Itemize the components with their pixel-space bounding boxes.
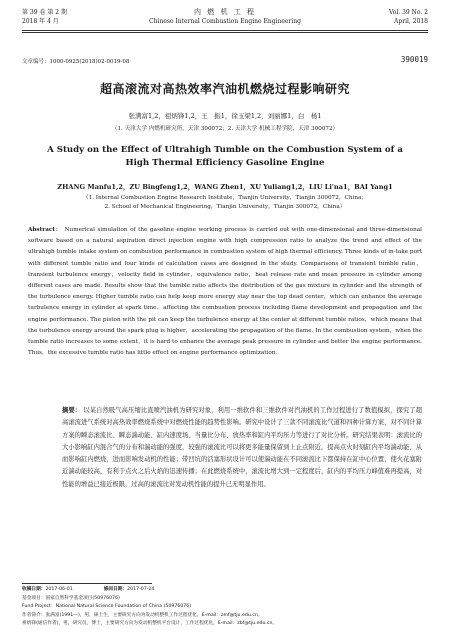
footnote-contact: 祖炳锋(通信作者)，男，研究员，博士，主要研究方向为发动机整机平台设计，工作过程优化，E-mail：zbf@tju.edu.cn。 [22,621,278,627]
footnotes [22,586,428,629]
affiliation-cn: （1. 天津大学 内燃机研究所，天津 300072；2. 天津大学 机械工程学院，天津 300072） [111,126,339,132]
article-number: 文章编号：1000-0925(2018)02-0019-08 [22,59,130,65]
abstract-en-label: Abstract： [28,227,63,233]
header-date-cn: 2018 年 4 月 [22,18,59,25]
abstract-en [28,225,422,359]
revised-date: 2017-07-24 [127,587,155,592]
authors-en: ZHANG Manfu1,2，ZU Bingfeng1,2，WANG Zhen1，XU Yuliang1,2，LIU Li'na1，BAI Yang1 [57,183,393,191]
received-date: 2017-06-01 [45,587,73,592]
footnote-author: 作者简介：张满富(1991—)，男，硕士生，主要研究方向为发动机整机工作过程优化，E-mail：zmf@tju.edu.cn。 [22,612,263,618]
abstract-cn [62,405,422,491]
abstract-en-text: Numerical simulation of the gasoline engine working process is carried out with one-dimensional and three-dimensional software based on a natural aspiration direct injection engine with high compression ratio to analyze the trend and effect of the ultrahigh tumble intake system on combustion performance in combustion system of high thermal efficiency. Three kinds of in-take port with different tumble ratio and four kinds of calculation cases are designed in the study. Comparisons of transient tumble ratio，transient turbulence energy，velocity field in cylinder，equivalence ratio，heat release rate and mean pressure in cylinder among different cases are made. Results show that the tumble ratio affects the distribution of the gas mixture in cylinder and the strength of the turbulence energy. Higher tumble ratio can help keep more energy stay near the top dead center，which can enhance the average turbulence energy in cylinder at spark time，affecting the combustion process including flame development and propagation and the engine performance. The piston with the pit can keep the turbulence energy at the center at different tumble ratios，which means that the turbulence energy around the spark plug is higher，accelerating the propagation of the flame. In the combustion system，when the tumble ratio increases to some extent，it is hard to enhance the average peak pressure in cylinder and better the engine performance. Thus，the excessive tumble ratio has little effect on engine performance optimization. [28,227,422,357]
journal-name-cn: 内 燃 机 工 程 [194,8,256,16]
title-cn: 超高滚流对高热效率汽油机燃烧过程影响研究 [99,82,350,96]
header-right [389,8,428,26]
authors-cn: 张满富1,2，祖炳锋1,2，王 振1，徐玉梁1,2，刘丽娜1，白 杨1 [128,112,322,120]
header-rule-thin [22,32,428,33]
footnote-dates [22,586,428,595]
article-id: 390019 [400,55,428,64]
affiliation-en [22,194,428,212]
revised-label: 修回日期： [103,587,128,592]
affiliation-en-line-2: 2. School of Mechanical Engineering，Tianjin University，Tianjin 300072，China） [104,204,346,210]
header-volume-cn: 第 39 卷 第 2 期 [22,9,67,16]
abstract-cn-label: 摘要： [62,407,82,414]
article-number-row [22,57,428,65]
header-date-en: April, 2018 [394,18,428,25]
title-en: A Study on the Effect of Ultrahigh Tumble on the Combustion System of a High Thermal Efficiency Gasoline Engine [47,145,403,168]
received-label: 收稿日期： [22,587,46,592]
footnote-fund-cn: 基金项目：国家自然科学基金项目(50976076) [22,595,120,601]
journal-name-en: Chinese Internal Combustion Engine Engineering [149,18,301,25]
header-volume-en: Vol. 39 No. 2 [388,9,428,16]
footnote-rule [22,583,152,584]
abstract-cn-text: 以某自然吸气高压缩比直喷汽油机为研究对象，利用一维软件和三维软件对汽油机的工作过程进行了数值模拟，探究了超高滚流进气系统对高热效率燃烧系统中对燃烧性能的趋势性影响。研究中设计了三款不同滚流比气道和四种计算方案，对不同计算方案的瞬态滚流比、瞬态湍动能、缸内速度场、当量比分布、放热率和缸内平均压力等进行了对比分析。研究结果表明：滚流比的大小影响缸内混合气的分布和湍动能的强度，较强的滚流比可以将更多能量保留到上止点附近，提高点火时刻缸内平均湍动能，从而影响缸内燃烧，进而影响发动机的性能；带凹坑的活塞形状设计可以使湍动能在不同滚流比下都保持在缸中心位置，使火花塞附近湍动能较高，有利于点火之后火焰的迅速传播；在此燃烧系统中，滚流比增大到一定程度后，缸内的平均压力峰值难再提高，对性能的增益已接近极限，过高的滚流比对发动机性能的提升已无明显作用。 [62,407,423,488]
header-center [22,8,428,26]
footnote-fund-en: Fund Project：National Natural Science Foundation of China (50976076) [22,604,192,610]
header-rule [22,30,428,31]
affiliation-en-line-1: （1. Internal Combustion Engine Research Institute，Tianjin University，Tianjin 300072，China； [82,195,368,201]
